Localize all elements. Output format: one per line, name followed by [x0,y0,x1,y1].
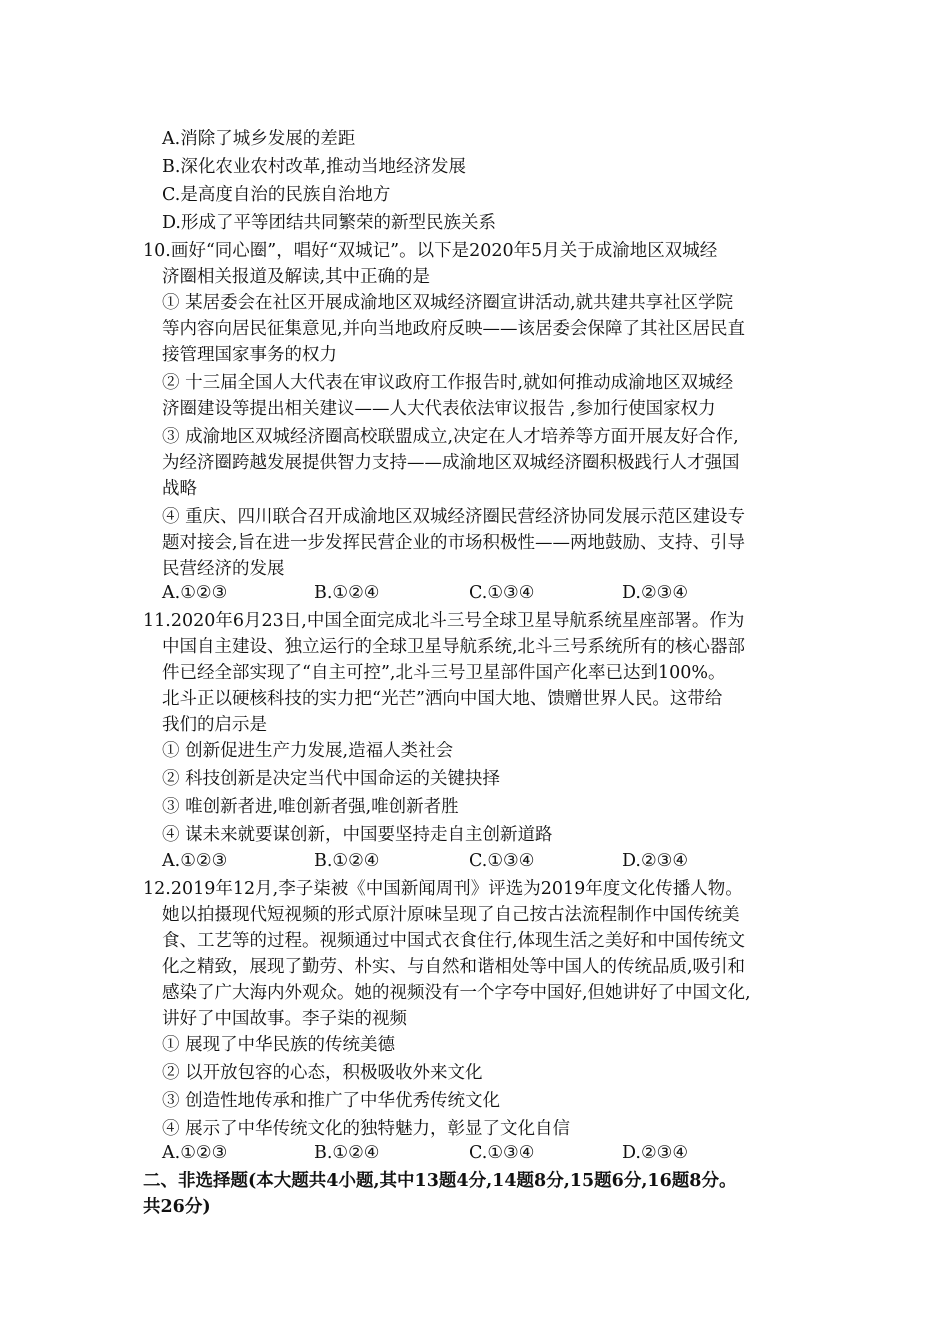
q11-item-4: ④ 谋未来就要谋创新，中国要坚持走自主创新道路 [162,825,553,845]
q10-option-c: C.①③④ [469,583,535,603]
q10-item-4: 民营经济的发展 [162,559,285,579]
q11-item-3: ③ 唯创新者进,唯创新者强,唯创新者胜 [162,797,459,817]
q10-item-2: ② 十三届全国人大代表在审议政府工作报告时,就如何推动成渝地区双城经 [162,373,734,393]
q11-option-c: C.①③④ [469,851,535,871]
q12-option-d: D.②③④ [622,1143,689,1163]
q10-option-a: A.①②③ [162,583,228,603]
q12-stem-line: 感染了广大海内外观众。她的视频没有一个字夸中国好,但她讲好了中国文化, [162,983,751,1003]
q12-stem-line: 讲好了中国故事。李子柒的视频 [162,1009,407,1029]
q11-item-1: ① 创新促进生产力发展,造福人类社会 [162,741,454,761]
q11-option-d: D.②③④ [622,851,689,871]
q12-option-c: C.①③④ [469,1143,535,1163]
q10-stem-line: 10.画好“同心圈”，唱好“双城记”。以下是2020年5月关于成渝地区双城经 [143,241,718,261]
q9-option-d: D.形成了平等团结共同繁荣的新型民族关系 [162,213,496,233]
q11-item-2: ② 科技创新是决定当代中国命运的关键抉择 [162,769,501,789]
q10-item-4: 题对接会,旨在进一步发挥民营企业的市场积极性——两地鼓励、支持、引导 [162,533,746,553]
q10-item-4: ④ 重庆、四川联合召开成渝地区双城经济圈民营经济协同发展示范区建设专 [162,507,746,527]
q10-item-1: ① 某居委会在社区开展成渝地区双城经济圈宣讲活动,就共建共享社区学院 [162,293,734,313]
q12-item-2: ② 以开放包容的心态，积极吸收外来文化 [162,1063,483,1083]
q11-stem-line: 件已经全部实现了“自主可控”,北斗三号卫星部件国产化率已达到100%。 [162,663,726,683]
q11-stem-line: 11.2020年6月23日,中国全面完成北斗三号全球卫星导航系统星座部署。作为 [143,611,745,631]
q12-stem-line: 12.2019年12月,李子柒被《中国新闻周刊》评选为2019年度文化传播人物。 [143,879,743,899]
q12-item-3: ③ 创造性地传承和推广了中华优秀传统文化 [162,1091,501,1111]
q11-stem-line: 中国自主建设、独立运行的全球卫星导航系统,北斗三号系统所有的核心器部 [162,637,746,657]
q10-item-3: ③ 成渝地区双城经济圈高校联盟成立,决定在人才培养等方面开展友好合作, [162,427,739,447]
q11-option-b: B.①②④ [314,851,380,871]
q10-item-1: 等内容向居民征集意见,并向当地政府反映——该居委会保障了其社区居民直 [162,319,746,339]
q12-stem-line: 化之精致，展现了勤劳、朴实、与自然和谐相处等中国人的传统品质,吸引和 [162,957,746,977]
q9-option-b: B.深化农业农村改革,推动当地经济发展 [162,157,466,177]
q10-item-1: 接管理国家事务的权力 [162,345,337,365]
q9-option-a: A.消除了城乡发展的差距 [162,129,356,149]
q11-stem-line: 北斗正以硬核科技的实力把“光芒”洒向中国大地、馈赠世界人民。这带给 [162,689,723,709]
q10-option-d: D.②③④ [622,583,689,603]
q12-option-a: A.①②③ [162,1143,228,1163]
q11-option-a: A.①②③ [162,851,228,871]
q12-item-4: ④ 展示了中华传统文化的独特魅力，彰显了文化自信 [162,1119,571,1139]
q10-item-2: 济圈建设等提出相关建议——人大代表依法审议报告 ,参加行使国家权力 [162,399,716,419]
q12-option-b: B.①②④ [314,1143,380,1163]
q10-stem-line: 济圈相关报道及解读,其中正确的是 [162,267,431,287]
q12-stem-line: 食、工艺等的过程。视频通过中国式衣食住行,体现生活之美好和中国传统文 [162,931,746,951]
section-heading: 共26分) [143,1197,211,1217]
q12-stem-line: 她以拍摄现代短视频的形式原汁原味呈现了自己按古法流程制作中国传统美 [162,905,740,925]
q10-item-3: 为经济圈跨越发展提供智力支持——成渝地区双城经济圈积极践行人才强国 [162,453,740,473]
q9-option-c: C.是高度自治的民族自治地方 [162,185,391,205]
q10-item-3: 战略 [162,479,197,499]
q11-stem-line: 我们的启示是 [162,715,267,735]
q12-item-1: ① 展现了中华民族的传统美德 [162,1035,396,1055]
q10-option-b: B.①②④ [314,583,380,603]
section-heading: 二、非选择题(本大题共4小题,其中13题4分,14题8分,15题6分,16题8分。 [143,1171,737,1191]
